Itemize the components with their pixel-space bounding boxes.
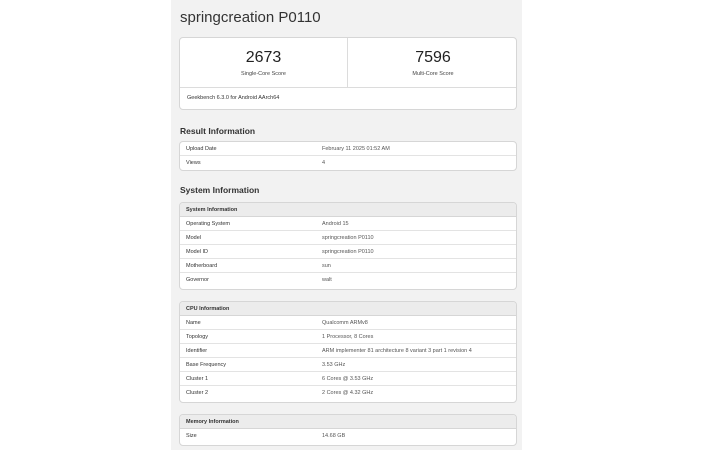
row-value: 14.68 GB <box>322 433 346 439</box>
geekbench-version: Geekbench 6.3.0 for Android AArch64 <box>187 95 280 101</box>
system-information-title: System Information <box>180 185 260 195</box>
memory-information-table <box>179 414 517 446</box>
table-row <box>180 142 516 156</box>
multi-core-score-cell <box>348 38 517 88</box>
table-row <box>180 217 516 231</box>
table-row <box>180 245 516 259</box>
row-key: Cluster 1 <box>186 376 209 382</box>
table-row <box>180 273 516 287</box>
row-value: Android 15 <box>322 221 349 227</box>
single-core-score-label: Single-Core Score <box>241 71 286 77</box>
result-information-title: Result Information <box>180 126 256 136</box>
row-key: Model ID <box>186 249 209 255</box>
table-header: System Information <box>180 203 516 217</box>
table-row <box>180 358 516 372</box>
table-row <box>180 429 516 443</box>
row-value: Qualcomm ARMv8 <box>322 320 368 326</box>
row-key: Motherboard <box>186 263 218 269</box>
row-value: 3.53 GHz <box>322 362 346 368</box>
row-value: springcreation P0110 <box>322 249 374 255</box>
table-row <box>180 316 516 330</box>
table-row <box>180 231 516 245</box>
table-header: CPU Information <box>180 302 516 316</box>
row-value: walt <box>322 277 332 283</box>
row-value: 1 Processor, 8 Cores <box>322 334 374 340</box>
row-value: February 11 2025 01:52 AM <box>322 146 390 152</box>
row-key: Cluster 2 <box>186 390 209 396</box>
benchmark-page <box>171 0 522 450</box>
cpu-information-table <box>179 301 517 403</box>
single-core-score-value: 2673 <box>245 49 282 66</box>
multi-core-score-label: Multi-Core Score <box>412 71 454 77</box>
row-key: Model <box>186 235 201 241</box>
score-card <box>179 37 517 110</box>
row-key: Identifier <box>186 348 208 354</box>
row-value: sun <box>322 263 331 269</box>
table-row <box>180 386 516 400</box>
multi-core-score-value: 7596 <box>415 49 451 66</box>
row-key: Upload Date <box>186 146 217 152</box>
row-key: Views <box>186 160 201 166</box>
row-key: Governor <box>186 277 209 283</box>
table-row <box>180 330 516 344</box>
result-information-table <box>179 141 517 171</box>
row-key: Name <box>186 320 201 326</box>
table-row <box>180 344 516 358</box>
row-value: springcreation P0110 <box>322 235 374 241</box>
table-header: Memory Information <box>180 415 516 429</box>
table-row <box>180 156 516 170</box>
single-core-score-cell <box>180 38 348 88</box>
row-value: 6 Cores @ 3.53 GHz <box>322 376 374 382</box>
page-title: springcreation P0110 <box>180 9 321 26</box>
table-row <box>180 372 516 386</box>
table-row <box>180 259 516 273</box>
row-key: Operating System <box>186 221 231 227</box>
system-information-table <box>179 202 517 290</box>
row-value: ARM implementer 81 architecture 8 variant 3 part 1 revision 4 <box>322 348 472 354</box>
row-key: Base Frequency <box>186 362 227 368</box>
row-value: 2 Cores @ 4.32 GHz <box>322 390 374 396</box>
row-value: 4 <box>322 160 326 166</box>
row-key: Topology <box>186 334 209 340</box>
row-key: Size <box>186 433 197 439</box>
